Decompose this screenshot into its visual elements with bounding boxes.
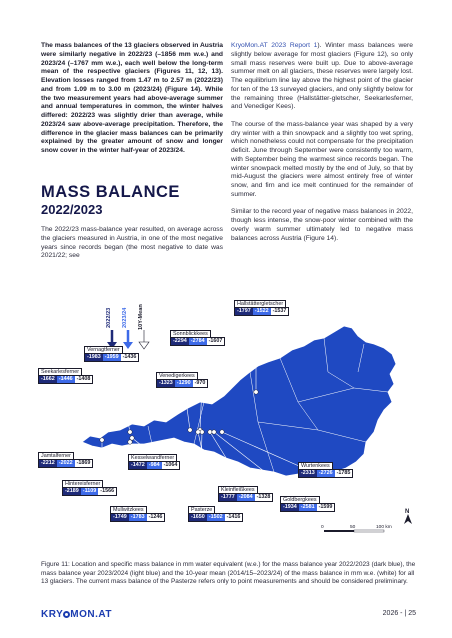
label-vernagtferner: Vernagtferner -1983 -1959 -1436 [84,346,139,362]
label-hintereisferner: Hintereisferner -2189 -1109 -1566 [62,480,117,496]
right-paragraph-3: Similar to the record year of negative mass balances in 2022, though less intense, the snow-poor winter combined with the overly warm summer ultimately led to negative mass balances across Austria (Figure 14). [231,208,413,242]
label-mullwitzkees: Mullwitzkees -1749 -1783 -1246 [110,506,165,522]
legend-10y-mean: 10Y-Mean [138,304,144,330]
label-kleinfleisskees: Kleinfleißkees -1777 -2084 -1328 [218,486,273,502]
glacier-map [18,292,434,540]
legend-2023-24: 2023/24 [122,307,128,328]
scale-100: 100 km [376,525,392,530]
legend-2022-23: 2022/23 [106,307,112,328]
right-column [231,42,413,252]
right-paragraph-1: KryoMon.AT 2023 Report 1). Winter mass balances were slightly below average for most glaciers (Figure 12), so only small mass reserves were built up. Due to above-average summer melt on all glaciers, these reserves were largely lost. The equilibrium line lay above the highest point of the glacier for ten of the 13 surveyed glaciers, and only slightly below for the remaining three (Hallstätter-gletscher, Seekarlesferner, and Venediger Kees). [231,42,413,111]
intro-paragraph: The mass balances of the 13 glaciers observed in Austria were similarly negative in 2022/23 (–1856 mm w.e.) and 2023/24 (–1767 mm w.e.), each well below the long-term mean of the respective glaciers (Figures 11, 12, 13). Elevation losses ranged from 1.47 m to 2.57 m (2022/23) and from 1.09 m to 3.00 m (2023/24) (Figure 14). While the two measurement years had above-average summer and annual temperatures in common, the winter halves differed: 2022/23 was slightly drier than average, while 2023/24 saw above-average precipitation. Therefore, the difference in the glacier mass balances can be primarily explained by the greater amount of snow and longer snow cover in the winter half-year of 2023/24. [41,42,223,154]
label-hallstaettergletscher: Hallstättergletscher -1797 -1522 -1537 [234,300,289,316]
scale-bar [321,524,392,532]
label-sonnblickkees: Sonnblickkees -2294 -2784 -1607 [170,330,225,346]
label-venedigerkees: Venedigerkees -1323 -1290 -970 [156,372,208,388]
figure-caption: Figure 11: Location and specific mass balance in mm water equivalent (w.e.) for the mass balance year 2022/2023 (dark blue), the mass balance year 2023/2024 (light blue) and the 10-year mean (2014/15–2023/24) of the mass balance in mm w.e. (white) for all 13 glaciers. The current mass balance of the Pasterze refers only to point measurements and should be considered preliminary. [41,561,416,586]
label-seekarlesferner: Seekarlesferner -1662 -1446 -1408 [38,368,93,384]
austria-map-svg [18,292,434,540]
label-pasterze: Pasterze -1650 -1502 -1416 [188,506,243,522]
page-number: 2026 - | 25 [382,610,416,617]
label-jamtalferner: Jamtalferner -2212 -2022 -1869 [38,452,93,468]
north-arrow-icon [404,509,412,524]
section-subheading: 2022/2023 [41,202,103,217]
scale-50: 50 [350,525,356,530]
label-goldbergkees: Goldbergkees -1934 -2581 -1599 [280,496,335,512]
report-link[interactable]: KryoMon.AT 2023 Report 1 [231,42,318,49]
section-title [41,183,180,219]
kryomon-logo: KRY MON.AT [41,609,112,620]
north-label: N [405,509,410,515]
label-wurtenkees: Wurtenkees -2313 -2726 -1785 [298,462,353,478]
label-kesselwandferner: Kesselwandferner -1472 -984 -1064 [128,454,180,470]
body-left-paragraph: The 2022/23 mass-balance year resulted, on average across the glaciers measured in Austria, in one of the most negative years since records began (the most negative to date was 2021/22; see [41,226,223,260]
right-paragraph-2: The course of the mass-balance year was shaped by a very dry winter with a thin snowpack and a slightly too wet spring, which nonetheless could not compensate for the precipitation deficit. June through September were consistently too warm, with September being the warmest since records began. The winter snowpack melted mostly by the end of July, so that by mid-August the glaciers were almost entirely free of winter snow, and firn and ice melt continued for the remainder of summer. [231,120,413,198]
left-column [41,42,223,165]
scale-0: 0 [321,525,324,530]
section-heading: MASS BALANCE [41,183,180,201]
